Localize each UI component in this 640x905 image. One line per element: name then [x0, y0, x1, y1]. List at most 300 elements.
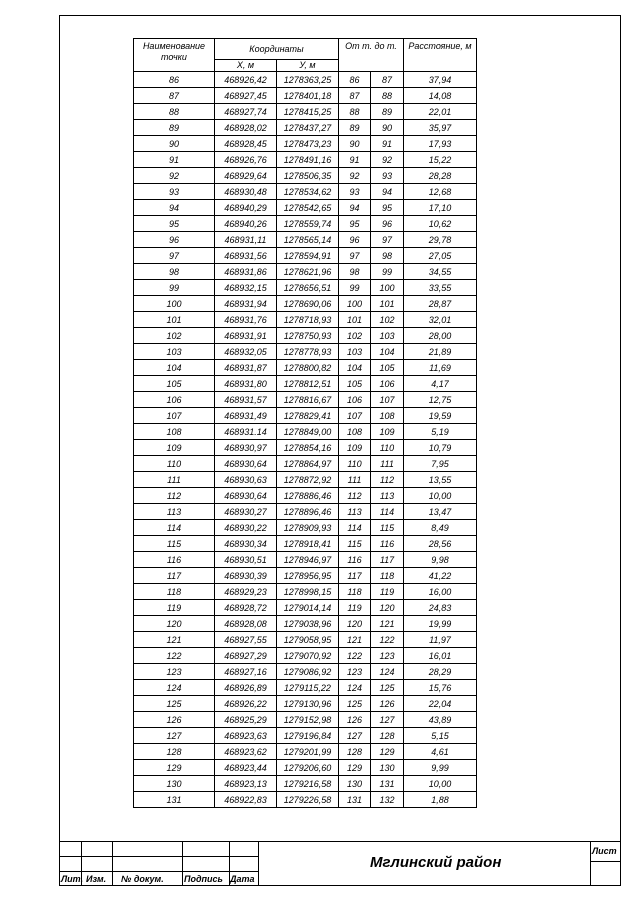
y-cell: 1278946,97: [277, 552, 339, 568]
y-cell: 1278872,92: [277, 472, 339, 488]
y-cell: 1279201,99: [277, 744, 339, 760]
to-cell: 105: [371, 360, 404, 376]
point-name-cell: 108: [134, 424, 215, 440]
y-cell: 1278829,41: [277, 408, 339, 424]
x-cell: 468929,23: [215, 584, 277, 600]
to-cell: 87: [371, 72, 404, 88]
from-cell: 115: [339, 536, 371, 552]
table-row: [134, 536, 477, 552]
header-coordinates: Координаты: [215, 39, 339, 60]
y-cell: 1278909,93: [277, 520, 339, 536]
y-cell: 1279152,98: [277, 712, 339, 728]
distance-cell: 8,49: [404, 520, 477, 536]
table-row: [134, 392, 477, 408]
from-cell: 90: [339, 136, 371, 152]
from-cell: 91: [339, 152, 371, 168]
y-cell: 1278849,00: [277, 424, 339, 440]
y-cell: 1278542,65: [277, 200, 339, 216]
x-cell: 468928,72: [215, 600, 277, 616]
x-cell: 468927,16: [215, 664, 277, 680]
table-row: [134, 728, 477, 744]
to-cell: 99: [371, 264, 404, 280]
from-cell: 120: [339, 616, 371, 632]
point-name-cell: 104: [134, 360, 215, 376]
point-name-cell: 121: [134, 632, 215, 648]
distance-cell: 9,98: [404, 552, 477, 568]
from-cell: 93: [339, 184, 371, 200]
header-point-name: Наименование точки: [134, 39, 215, 72]
distance-cell: 9,99: [404, 760, 477, 776]
distance-cell: 17,10: [404, 200, 477, 216]
x-cell: 468928,45: [215, 136, 277, 152]
table-row: [134, 120, 477, 136]
from-cell: 117: [339, 568, 371, 584]
table-row: [134, 568, 477, 584]
to-cell: 108: [371, 408, 404, 424]
point-name-cell: 98: [134, 264, 215, 280]
point-name-cell: 125: [134, 696, 215, 712]
from-cell: 119: [339, 600, 371, 616]
point-name-cell: 110: [134, 456, 215, 472]
to-cell: 130: [371, 760, 404, 776]
to-cell: 103: [371, 328, 404, 344]
table-row: [134, 680, 477, 696]
y-cell: 1278816,67: [277, 392, 339, 408]
point-name-cell: 126: [134, 712, 215, 728]
point-name-cell: 117: [134, 568, 215, 584]
from-cell: 129: [339, 760, 371, 776]
distance-cell: 28,00: [404, 328, 477, 344]
x-cell: 468931,91: [215, 328, 277, 344]
point-name-cell: 130: [134, 776, 215, 792]
point-name-cell: 128: [134, 744, 215, 760]
x-cell: 468927,55: [215, 632, 277, 648]
header-segment: От т. до т.: [339, 39, 404, 72]
point-name-cell: 95: [134, 216, 215, 232]
y-cell: 1279226,58: [277, 792, 339, 808]
table-row: [134, 200, 477, 216]
distance-cell: 34,55: [404, 264, 477, 280]
to-cell: 121: [371, 616, 404, 632]
lit-label: Лит.: [61, 874, 84, 884]
from-cell: 102: [339, 328, 371, 344]
distance-cell: 32,01: [404, 312, 477, 328]
to-cell: 112: [371, 472, 404, 488]
y-cell: 1279196,84: [277, 728, 339, 744]
point-name-cell: 103: [134, 344, 215, 360]
table-row: [134, 168, 477, 184]
distance-cell: 12,75: [404, 392, 477, 408]
point-name-cell: 100: [134, 296, 215, 312]
x-cell: 468926,89: [215, 680, 277, 696]
x-cell: 468931,80: [215, 376, 277, 392]
y-cell: 1278621,96: [277, 264, 339, 280]
x-cell: 468940,29: [215, 200, 277, 216]
table-row: [134, 328, 477, 344]
to-cell: 100: [371, 280, 404, 296]
x-cell: 468931,94: [215, 296, 277, 312]
from-cell: 116: [339, 552, 371, 568]
table-row: [134, 792, 477, 808]
from-cell: 125: [339, 696, 371, 712]
from-cell: 126: [339, 712, 371, 728]
from-cell: 99: [339, 280, 371, 296]
from-cell: 124: [339, 680, 371, 696]
point-name-cell: 114: [134, 520, 215, 536]
y-cell: 1278437,27: [277, 120, 339, 136]
point-name-cell: 115: [134, 536, 215, 552]
table-row: [134, 584, 477, 600]
x-cell: 468930,27: [215, 504, 277, 520]
y-cell: 1278559,74: [277, 216, 339, 232]
to-cell: 102: [371, 312, 404, 328]
y-cell: 1278506,35: [277, 168, 339, 184]
to-cell: 91: [371, 136, 404, 152]
to-cell: 116: [371, 536, 404, 552]
to-cell: 124: [371, 664, 404, 680]
to-cell: 109: [371, 424, 404, 440]
from-cell: 107: [339, 408, 371, 424]
from-cell: 101: [339, 312, 371, 328]
to-cell: 96: [371, 216, 404, 232]
point-name-cell: 113: [134, 504, 215, 520]
table-row: [134, 760, 477, 776]
table-row: [134, 136, 477, 152]
x-cell: 468931,86: [215, 264, 277, 280]
distance-cell: 13,47: [404, 504, 477, 520]
x-cell: 468931,11: [215, 232, 277, 248]
table-row: [134, 456, 477, 472]
x-cell: 468922,83: [215, 792, 277, 808]
distance-cell: 29,78: [404, 232, 477, 248]
x-cell: 468930,64: [215, 488, 277, 504]
from-cell: 109: [339, 440, 371, 456]
table-row: [134, 152, 477, 168]
to-cell: 119: [371, 584, 404, 600]
point-name-cell: 86: [134, 72, 215, 88]
distance-cell: 24,83: [404, 600, 477, 616]
to-cell: 106: [371, 376, 404, 392]
to-cell: 126: [371, 696, 404, 712]
from-cell: 122: [339, 648, 371, 664]
to-cell: 104: [371, 344, 404, 360]
x-cell: 468931,49: [215, 408, 277, 424]
from-cell: 100: [339, 296, 371, 312]
from-cell: 95: [339, 216, 371, 232]
x-cell: 468930,63: [215, 472, 277, 488]
x-cell: 468927,45: [215, 88, 277, 104]
point-name-cell: 92: [134, 168, 215, 184]
distance-cell: 7,95: [404, 456, 477, 472]
table-row: [134, 600, 477, 616]
distance-cell: 21,89: [404, 344, 477, 360]
from-cell: 86: [339, 72, 371, 88]
table-row: [134, 664, 477, 680]
from-cell: 108: [339, 424, 371, 440]
to-cell: 111: [371, 456, 404, 472]
to-cell: 101: [371, 296, 404, 312]
y-cell: 1279115,22: [277, 680, 339, 696]
to-cell: 118: [371, 568, 404, 584]
y-cell: 1278363,25: [277, 72, 339, 88]
to-cell: 122: [371, 632, 404, 648]
to-cell: 117: [371, 552, 404, 568]
to-cell: 92: [371, 152, 404, 168]
table-row: [134, 552, 477, 568]
signature-label: Подпись: [184, 874, 223, 884]
y-cell: 1278854,16: [277, 440, 339, 456]
header-distance: Расстояние, м: [404, 39, 477, 72]
distance-cell: 17,93: [404, 136, 477, 152]
x-cell: 468931.14: [215, 424, 277, 440]
point-name-cell: 120: [134, 616, 215, 632]
table-row: [134, 520, 477, 536]
to-cell: 90: [371, 120, 404, 136]
to-cell: 125: [371, 680, 404, 696]
from-cell: 110: [339, 456, 371, 472]
to-cell: 114: [371, 504, 404, 520]
from-cell: 131: [339, 792, 371, 808]
to-cell: 115: [371, 520, 404, 536]
title-block: [59, 841, 621, 886]
from-cell: 92: [339, 168, 371, 184]
x-cell: 468930,64: [215, 456, 277, 472]
point-name-cell: 118: [134, 584, 215, 600]
table-row: [134, 632, 477, 648]
table-row: [134, 776, 477, 792]
point-name-cell: 93: [134, 184, 215, 200]
x-cell: 468925,29: [215, 712, 277, 728]
from-cell: 105: [339, 376, 371, 392]
y-cell: 1278565,14: [277, 232, 339, 248]
table-row: [134, 696, 477, 712]
point-name-cell: 87: [134, 88, 215, 104]
table-row: [134, 616, 477, 632]
distance-cell: 19,59: [404, 408, 477, 424]
table-row: [134, 344, 477, 360]
y-cell: 1278778,93: [277, 344, 339, 360]
distance-cell: 22,04: [404, 696, 477, 712]
table-row: [134, 744, 477, 760]
distance-cell: 28,56: [404, 536, 477, 552]
point-name-cell: 94: [134, 200, 215, 216]
x-cell: 468926,22: [215, 696, 277, 712]
x-cell: 468927,74: [215, 104, 277, 120]
from-cell: 88: [339, 104, 371, 120]
from-cell: 89: [339, 120, 371, 136]
distance-cell: 41,22: [404, 568, 477, 584]
x-cell: 468931,87: [215, 360, 277, 376]
table-row: [134, 440, 477, 456]
from-cell: 98: [339, 264, 371, 280]
to-cell: 88: [371, 88, 404, 104]
distance-cell: 5,15: [404, 728, 477, 744]
distance-cell: 10,00: [404, 488, 477, 504]
x-cell: 468928,02: [215, 120, 277, 136]
distance-cell: 11,97: [404, 632, 477, 648]
distance-cell: 33,55: [404, 280, 477, 296]
table-row: [134, 232, 477, 248]
to-cell: 95: [371, 200, 404, 216]
point-name-cell: 99: [134, 280, 215, 296]
header-y: У, м: [277, 60, 339, 72]
header-x: Х, м: [215, 60, 277, 72]
distance-cell: 14,08: [404, 88, 477, 104]
x-cell: 468930,97: [215, 440, 277, 456]
to-cell: 129: [371, 744, 404, 760]
point-name-cell: 90: [134, 136, 215, 152]
distance-cell: 35,97: [404, 120, 477, 136]
distance-cell: 11,69: [404, 360, 477, 376]
y-cell: 1278864,97: [277, 456, 339, 472]
distance-cell: 15,76: [404, 680, 477, 696]
y-cell: 1278956,95: [277, 568, 339, 584]
point-name-cell: 122: [134, 648, 215, 664]
distance-cell: 16,00: [404, 584, 477, 600]
from-cell: 114: [339, 520, 371, 536]
distance-cell: 16,01: [404, 648, 477, 664]
y-cell: 1278415,25: [277, 104, 339, 120]
y-cell: 1279130,96: [277, 696, 339, 712]
distance-cell: 4,17: [404, 376, 477, 392]
table-row: [134, 424, 477, 440]
y-cell: 1278918,41: [277, 536, 339, 552]
distance-cell: 28,87: [404, 296, 477, 312]
x-cell: 468926,76: [215, 152, 277, 168]
to-cell: 94: [371, 184, 404, 200]
table-row: [134, 248, 477, 264]
y-cell: 1278473,23: [277, 136, 339, 152]
distance-cell: 5,19: [404, 424, 477, 440]
from-cell: 130: [339, 776, 371, 792]
from-cell: 112: [339, 488, 371, 504]
to-cell: 110: [371, 440, 404, 456]
from-cell: 128: [339, 744, 371, 760]
to-cell: 107: [371, 392, 404, 408]
distance-cell: 10,00: [404, 776, 477, 792]
x-cell: 468930,39: [215, 568, 277, 584]
point-name-cell: 127: [134, 728, 215, 744]
point-name-cell: 107: [134, 408, 215, 424]
y-cell: 1278800,82: [277, 360, 339, 376]
table-row: [134, 72, 477, 88]
to-cell: 98: [371, 248, 404, 264]
distance-cell: 13,55: [404, 472, 477, 488]
from-cell: 94: [339, 200, 371, 216]
from-cell: 104: [339, 360, 371, 376]
x-cell: 468930,51: [215, 552, 277, 568]
point-name-cell: 119: [134, 600, 215, 616]
table-row: [134, 88, 477, 104]
to-cell: 120: [371, 600, 404, 616]
point-name-cell: 116: [134, 552, 215, 568]
point-name-cell: 97: [134, 248, 215, 264]
point-name-cell: 102: [134, 328, 215, 344]
y-cell: 1278594,91: [277, 248, 339, 264]
point-name-cell: 131: [134, 792, 215, 808]
distance-cell: 19,99: [404, 616, 477, 632]
x-cell: 468931,76: [215, 312, 277, 328]
y-cell: 1278998,15: [277, 584, 339, 600]
x-cell: 468928,08: [215, 616, 277, 632]
y-cell: 1279070,92: [277, 648, 339, 664]
izm-label: Изм.: [86, 874, 107, 884]
from-cell: 121: [339, 632, 371, 648]
table-row: [134, 408, 477, 424]
to-cell: 128: [371, 728, 404, 744]
to-cell: 131: [371, 776, 404, 792]
table-row: [134, 104, 477, 120]
y-cell: 1278718,93: [277, 312, 339, 328]
distance-cell: 10,79: [404, 440, 477, 456]
distance-cell: 43,89: [404, 712, 477, 728]
distance-cell: 15,22: [404, 152, 477, 168]
from-cell: 113: [339, 504, 371, 520]
from-cell: 127: [339, 728, 371, 744]
table-row: [134, 312, 477, 328]
table-row: [134, 280, 477, 296]
table-row: [134, 216, 477, 232]
table-row: [134, 472, 477, 488]
distance-cell: 27,05: [404, 248, 477, 264]
from-cell: 97: [339, 248, 371, 264]
point-name-cell: 124: [134, 680, 215, 696]
x-cell: 468923,62: [215, 744, 277, 760]
to-cell: 93: [371, 168, 404, 184]
point-name-cell: 88: [134, 104, 215, 120]
table-row: [134, 648, 477, 664]
point-name-cell: 91: [134, 152, 215, 168]
y-cell: 1278401,18: [277, 88, 339, 104]
distance-cell: 1,88: [404, 792, 477, 808]
y-cell: 1279216,58: [277, 776, 339, 792]
from-cell: 123: [339, 664, 371, 680]
x-cell: 468923,44: [215, 760, 277, 776]
point-name-cell: 101: [134, 312, 215, 328]
distance-cell: 10,62: [404, 216, 477, 232]
distance-cell: 28,28: [404, 168, 477, 184]
x-cell: 468930,34: [215, 536, 277, 552]
table-row: [134, 184, 477, 200]
from-cell: 87: [339, 88, 371, 104]
x-cell: 468931,57: [215, 392, 277, 408]
y-cell: 1278886,46: [277, 488, 339, 504]
point-name-cell: 123: [134, 664, 215, 680]
table-row: [134, 264, 477, 280]
to-cell: 132: [371, 792, 404, 808]
to-cell: 97: [371, 232, 404, 248]
from-cell: 106: [339, 392, 371, 408]
point-name-cell: 106: [134, 392, 215, 408]
to-cell: 127: [371, 712, 404, 728]
y-cell: 1278750,93: [277, 328, 339, 344]
y-cell: 1278656,51: [277, 280, 339, 296]
distance-cell: 28,29: [404, 664, 477, 680]
table-row: [134, 360, 477, 376]
point-name-cell: 89: [134, 120, 215, 136]
x-cell: 468930,48: [215, 184, 277, 200]
coordinates-table: [133, 38, 477, 808]
point-name-cell: 111: [134, 472, 215, 488]
distance-cell: 4,61: [404, 744, 477, 760]
point-name-cell: 112: [134, 488, 215, 504]
date-label: Дата: [230, 874, 255, 884]
from-cell: 96: [339, 232, 371, 248]
x-cell: 468929,64: [215, 168, 277, 184]
from-cell: 111: [339, 472, 371, 488]
table-body: [134, 72, 477, 808]
point-name-cell: 96: [134, 232, 215, 248]
